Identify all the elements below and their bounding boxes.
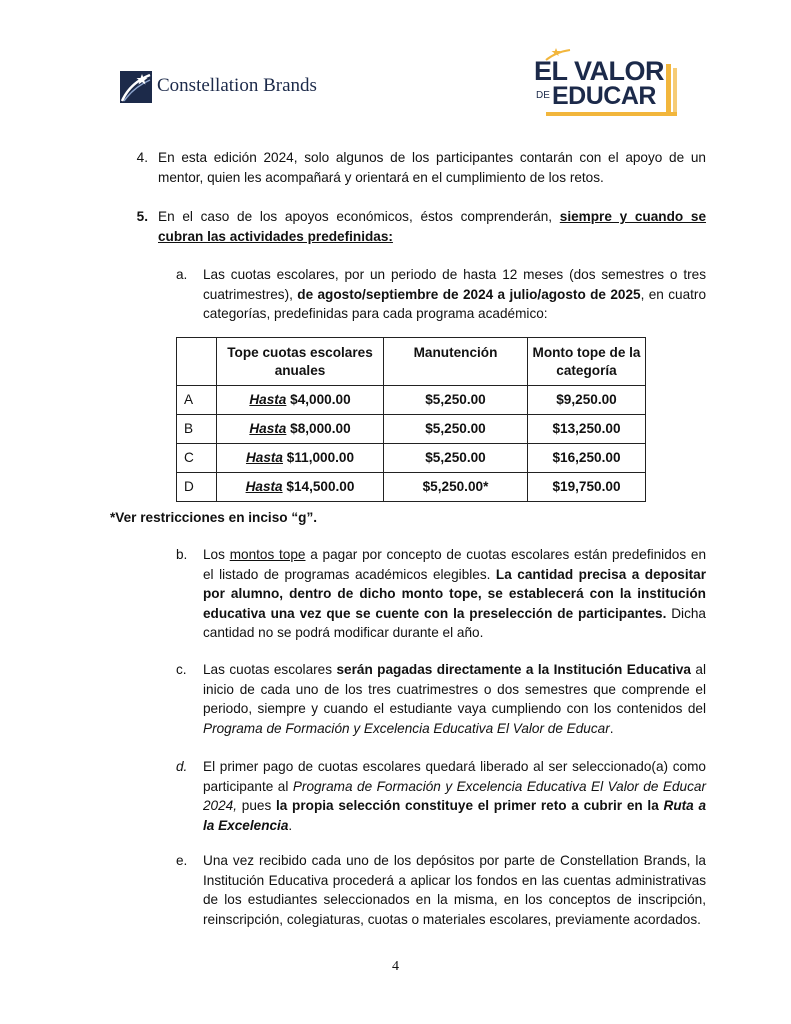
- table-row: [177, 386, 646, 415]
- manutencion-cell: $5,250.00*: [384, 473, 528, 502]
- tope-cell: Hasta $11,000.00: [217, 444, 384, 473]
- logo-line-el-valor: EL VALOR: [534, 56, 665, 86]
- item-d-marker: d.: [176, 759, 188, 774]
- manutencion-cell: $5,250.00: [384, 415, 528, 444]
- item-5-text: En el caso de los apoyos económicos, éstos comprenderán, siempre y cuando se cubran las actividades predefinidas:: [158, 209, 707, 244]
- item-e-marker: e.: [176, 853, 188, 868]
- item-4-text: En esta edición 2024, solo algunos de los participantes contarán con el apoyo de un mentor, quien les acompañará y orientará en el cumplimiento de los retos.: [158, 150, 706, 185]
- tope-cell: Hasta $14,500.00: [217, 473, 384, 502]
- manutencion-cell: $5,250.00: [384, 444, 528, 473]
- header-cell-monto: Monto tope de la categoría: [528, 338, 646, 386]
- constellation-brands-wordmark: Constellation Brands: [157, 75, 317, 96]
- item-4-number: 4.: [136, 150, 148, 165]
- monto-cell: $19,750.00: [528, 473, 646, 502]
- page-number: 4: [392, 959, 399, 974]
- category-cell: B: [177, 415, 217, 444]
- tope-cell: Hasta $8,000.00: [217, 415, 384, 444]
- tope-cell: Hasta $4,000.00: [217, 386, 384, 415]
- item-c-marker: c.: [176, 662, 187, 677]
- item-b-marker: b.: [176, 547, 188, 562]
- category-cell: A: [177, 386, 217, 415]
- header-cell-empty: [177, 338, 217, 386]
- item-5-number: 5.: [136, 209, 148, 224]
- restrictions-note: *Ver restricciones en inciso “g”.: [110, 510, 318, 525]
- monto-cell: $13,250.00: [528, 415, 646, 444]
- header-cell-manutencion: Manutención: [384, 338, 528, 386]
- item-b-text: Los montos tope a pagar por concepto de cuotas escolares están predefinidos en el listado de programas académicos elegibles. La cantidad precisa a depositar por alumno, dentro de dicho monto tope, se establecerá con la institución educativa una vez que se cuente con la preselección de participantes. Dicha cantidad no se podrá modificar durante el año.: [203, 547, 707, 640]
- item-e-text: Una vez recibido cada uno de los depósitos por parte de Constellation Brands, la Institución Educativa procederá a aplicar los fondos en las cuentas administrativas de los estudiantes seleccionados en la misma, en los conceptos de inscripción, reinscripción, colegiaturas, cuotas o materiales escolares, previamente acordados.: [203, 853, 706, 927]
- item-c-text: Las cuotas escolares serán pagadas directamente a la Institución Educativa al inicio de cada uno de los tres cuatrimestres o dos semestres que comprende el periodo, siempre y cuando el estudiante vaya cumpliendo con los contenidos del Programa de Formación y Excelencia Educativa El Valor de Educar.: [203, 662, 707, 736]
- table-header-row: [177, 338, 646, 386]
- constellation-star-icon: [120, 71, 152, 103]
- item-a-marker: a.: [176, 267, 188, 282]
- constellation-brands-logo: [120, 71, 330, 105]
- table-row: [177, 444, 646, 473]
- table-row: [177, 415, 646, 444]
- item-a-text: Las cuotas escolares, por un periodo de hasta 12 meses (dos semestres o tres cuatrimestres), de agosto/septiembre de 2024 a julio/agosto de 2025, en cuatro categorías, predefinidas para cada programa académico:: [203, 267, 707, 321]
- table-row: [177, 473, 646, 502]
- manutencion-cell: $5,250.00: [384, 386, 528, 415]
- monto-cell: $16,250.00: [528, 444, 646, 473]
- category-cell: C: [177, 444, 217, 473]
- logo-de: DE: [536, 90, 550, 101]
- header-cell-tope: Tope cuotas escolares anuales: [217, 338, 384, 386]
- el-valor-de-educar-logo: [526, 46, 686, 118]
- monto-cell: $9,250.00: [528, 386, 646, 415]
- categories-table: [176, 337, 646, 502]
- category-cell: D: [177, 473, 217, 502]
- item-d-text: El primer pago de cuotas escolares quedará liberado al ser seleccionado(a) como participante al Programa de Formación y Excelencia Educativa El Valor de Educar 2024, pues la propia selección constituye el primer reto a cubrir en la Ruta a la Excelencia.: [203, 759, 707, 833]
- logo-line-educar: EDUCAR: [552, 82, 656, 110]
